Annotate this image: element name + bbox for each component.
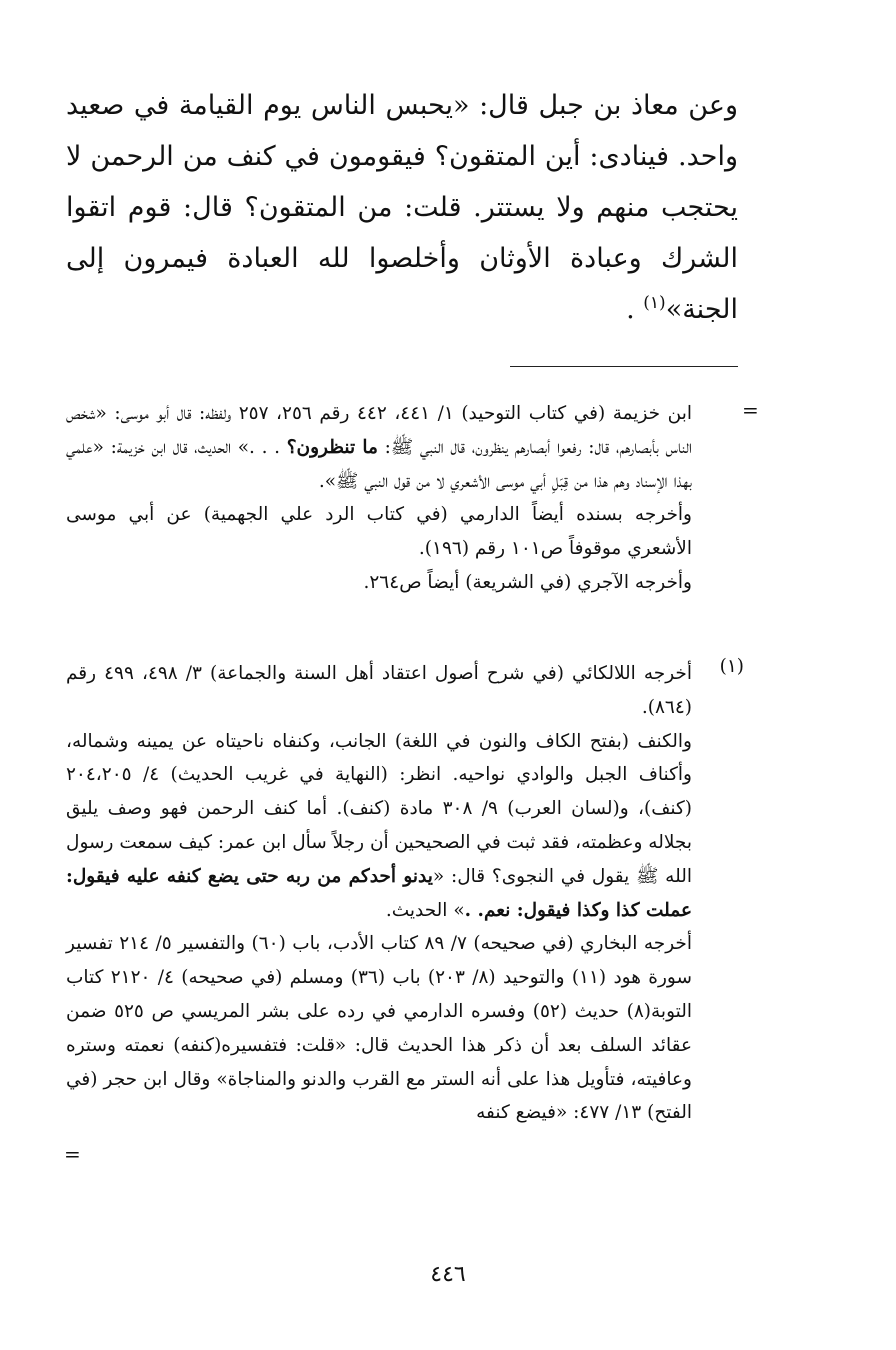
continuation-mark: = <box>742 398 759 422</box>
footnote-1 <box>66 657 692 1130</box>
main-paragraph-text: وعن معاذ بن جبل قال: «يحبس الناس يوم القيامة في صعيد واحد. فينادى: أين المتقون؟ فيقومون في كنف من الرحمن لا يحتجب منهم ولا يستتر. قلت: من المتقون؟ قال: قوم اتقوا الشرك وعبادة الأوثان وأخلصوا لله العبادة فيمرون إلى الجنة» <box>66 90 738 325</box>
footnote-line <box>66 397 692 498</box>
continuation-mark-end: = <box>64 1142 81 1166</box>
footnote-reference[interactable]: (١) <box>643 293 666 313</box>
footnote-line <box>66 725 692 928</box>
footnote-line: وأخرجه بسنده أيضاً الدارمي (في كتاب الرد علي الجهمية) عن أبي موسى الأشعري موقوفاً ص١٠١ رقم (١٩٦). <box>66 504 692 560</box>
main-end-punct: . <box>626 294 635 325</box>
page-number: ٤٤٦ <box>430 1262 466 1287</box>
footnote-bold-text: يدنو أحدكم من ربه حتى يضع كنفه عليه فيقول: عملت كذا وكذا فيقول: نعم. . <box>66 865 692 921</box>
footnote-separator <box>510 366 738 367</box>
footnote-text: » الحديث. <box>385 899 465 921</box>
footnote-text: والكنف (بفتح الكاف والنون في اللغة) الجانب، وكنفاه ناحيتاه عن يمينه وشماله، وأكناف الجبل والوادي نواحيه. انظر: (النهاية في غريب الحديث) ٤/ ٢٠٤،٢٠٥ (كنف)، و(لسان العرب) ٩/ ٣٠٨ مادة (كنف). أما كنف الرحمن فهو وصف يليق بجلاله وعظمته، فقد ثبت في الصحيحين أن رجلاً سأل ابن عمر: كيف سمعت رسول الله ﷺ يقول في النجوى؟ قال: « <box>66 730 692 887</box>
footnote-text: . . .» الحديث، قال ابن خزيمة: «علمي بهذا الإسناد وهم هذا من قِبَلِ أبي موسى الأشعري لا من قول النبي ﷺ». <box>66 436 692 492</box>
footnote-line: وأخرجه الآجري (في الشريعة) أيضاً ص٢٦٤. <box>363 571 692 593</box>
footnote-line: أخرجه اللالكائي (في شرح أصول اعتقاد أهل السنة والجماعة) ٣/ ٤٩٨، ٤٩٩ رقم (٨٦٤). <box>66 663 692 718</box>
main-paragraph <box>66 80 738 335</box>
footnote-marker: (١) <box>719 656 744 677</box>
footnote-line: أخرجه البخاري (في صحيحه) ٧/ ٨٩ كتاب الأدب، باب (٦٠) والتفسير ٥/ ٢١٤ تفسير سورة هود (١١) والتوحيد (٨/ ٢٠٣) باب (٣٦) ومسلم (في صحيحه) ٤/ ٢١٢٠ كتاب التوبة(٨) حديث (٥٢) وفسره الدارمي في رده على بشر المريسي ص ٥٢٥ ضمن عقائد السلف بعد أن ذكر هذا الحديث قال: «قلت: فتفسيره(كنفه) نعمته وستره وعافيته، فتأويل هذا على أنه الستر مع القرب والدنو والمناجاة» وقال ابن حجر (في الفتح) ١٣/ ٤٧٧: «فيضع كنفه <box>66 933 692 1124</box>
footnote-continued <box>66 397 692 600</box>
footnote-text: ابن خزيمة (في كتاب التوحيد) ١/ ٤٤١، ٤٤٢ رقم ٢٥٦، ٢٥٧ ولفظه: قال أبو موسى: «شخص الناس بأبصارهم، قال: رفعوا أبصارهم ينظرون، قال النبي ﷺ: <box>66 403 692 458</box>
main-text <box>66 80 738 335</box>
footnote-bold-text: ما تنظرون؟ <box>286 436 378 458</box>
